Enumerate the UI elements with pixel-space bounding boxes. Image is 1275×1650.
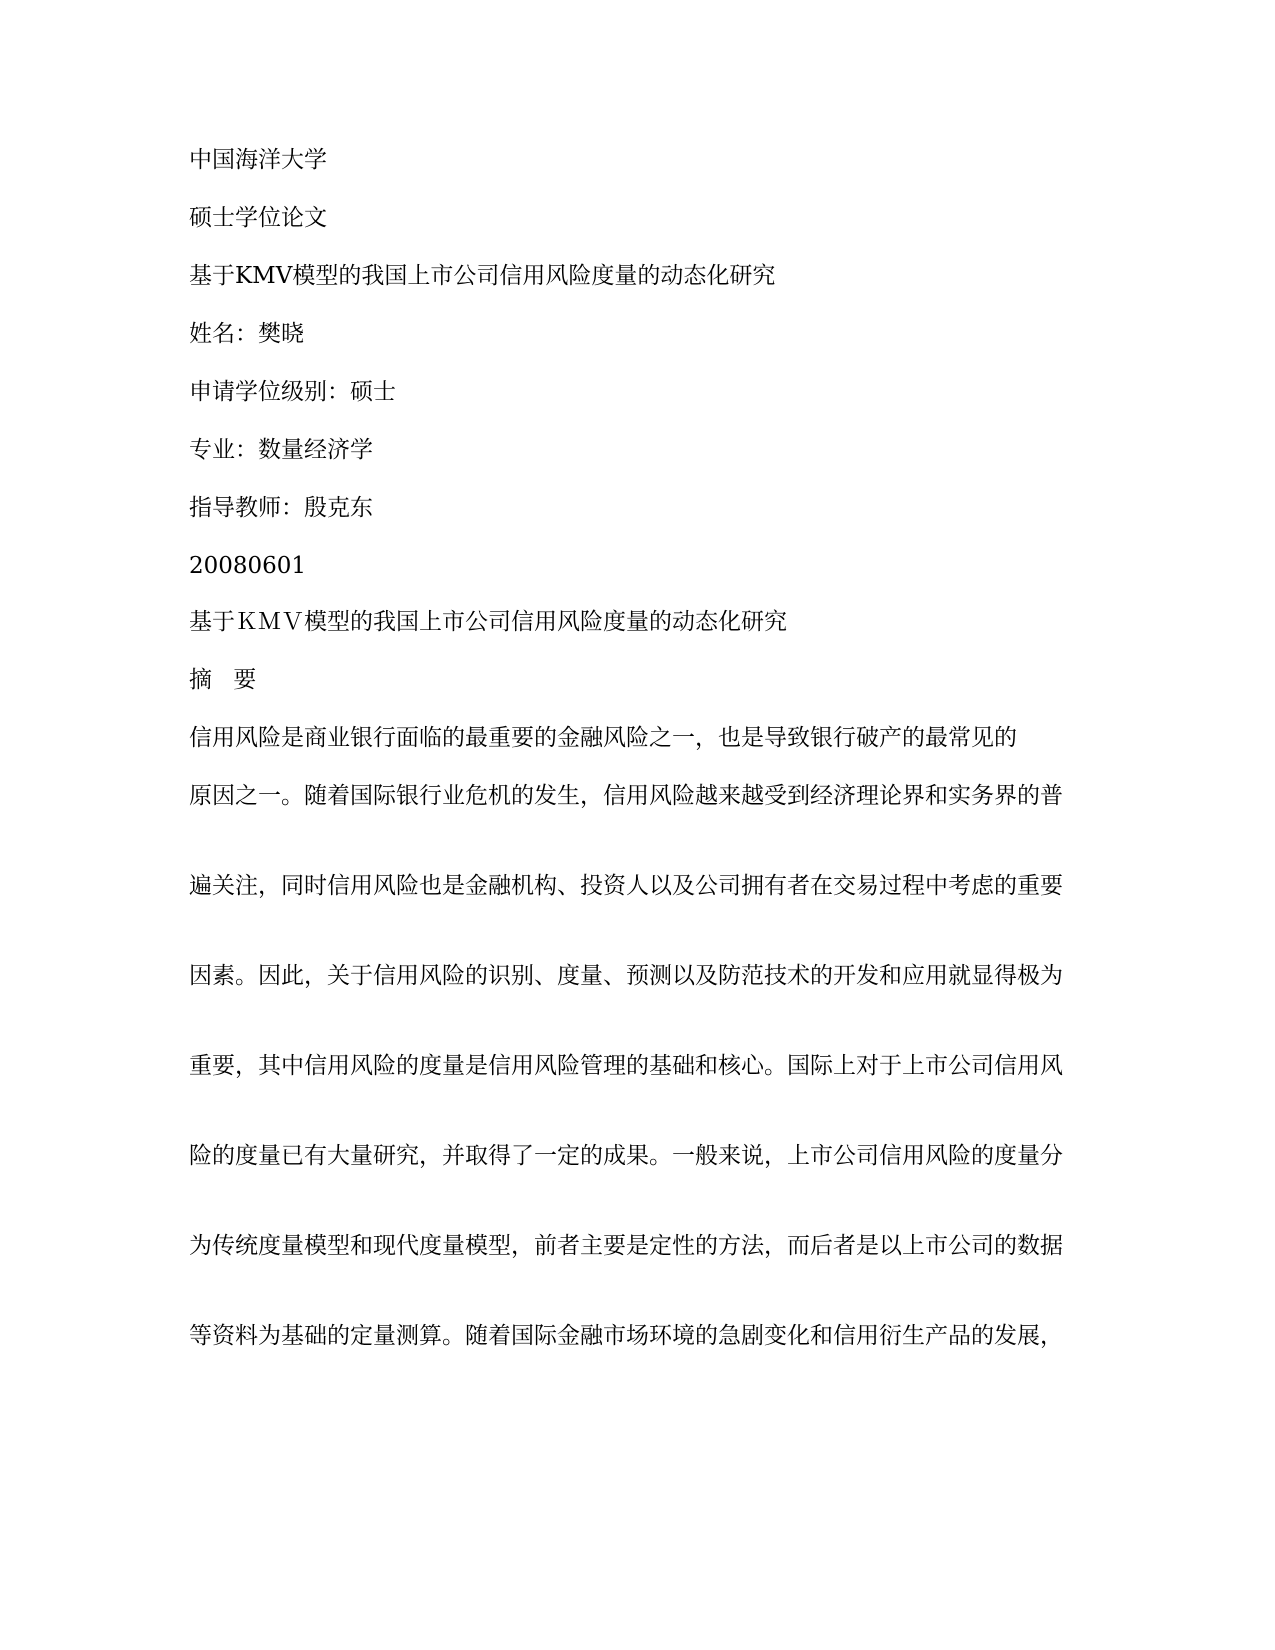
abstract-paragraph: 信用风险是商业银行面临的最重要的金融风险之一，也是导致银行破产的最常见的 <box>189 725 1017 751</box>
degree-level-line: 申请学位级别：硕士 <box>189 379 396 405</box>
abstract-paragraph: 等资料为基础的定量测算。随着国际金融市场环境的急剧变化和信用衍生产品的发展， <box>189 1323 1063 1349</box>
university-name: 中国海洋大学 <box>189 147 327 173</box>
major-line: 专业：数量经济学 <box>189 437 373 463</box>
abstract-paragraph: 因素。因此，关于信用风险的识别、度量、预测以及防范技术的开发和应用就显得极为 <box>189 963 1063 989</box>
advisor-line: 指导教师：殷克东 <box>189 495 373 521</box>
author-line: 姓名：樊晓 <box>189 321 304 347</box>
abstract-paragraph: 为传统度量模型和现代度量模型，前者主要是定性的方法，而后者是以上市公司的数据 <box>189 1233 1063 1259</box>
abstract-paragraph: 遍关注，同时信用风险也是金融机构、投资人以及公司拥有者在交易过程中考虑的重要 <box>189 873 1063 899</box>
abstract-paragraph: 险的度量已有大量研究，并取得了一定的成果。一般来说，上市公司信用风险的度量分 <box>189 1143 1063 1169</box>
thesis-title: 基于KMV模型的我国上市公司信用风险度量的动态化研究 <box>189 263 776 289</box>
abstract-paragraph: 重要，其中信用风险的度量是信用风险管理的基础和核心。国际上对于上市公司信用风 <box>189 1053 1063 1079</box>
abstract-label: 摘 要 <box>189 667 257 693</box>
abstract-heading-title: 基于ＫＭＶ模型的我国上市公司信用风险度量的动态化研究 <box>189 609 787 635</box>
abstract-paragraph: 原因之一。随着国际银行业危机的发生，信用风险越来越受到经济理论界和实务界的普 <box>189 783 1063 809</box>
date-line: 20080601 <box>189 553 307 579</box>
degree-type: 硕士学位论文 <box>189 205 327 231</box>
